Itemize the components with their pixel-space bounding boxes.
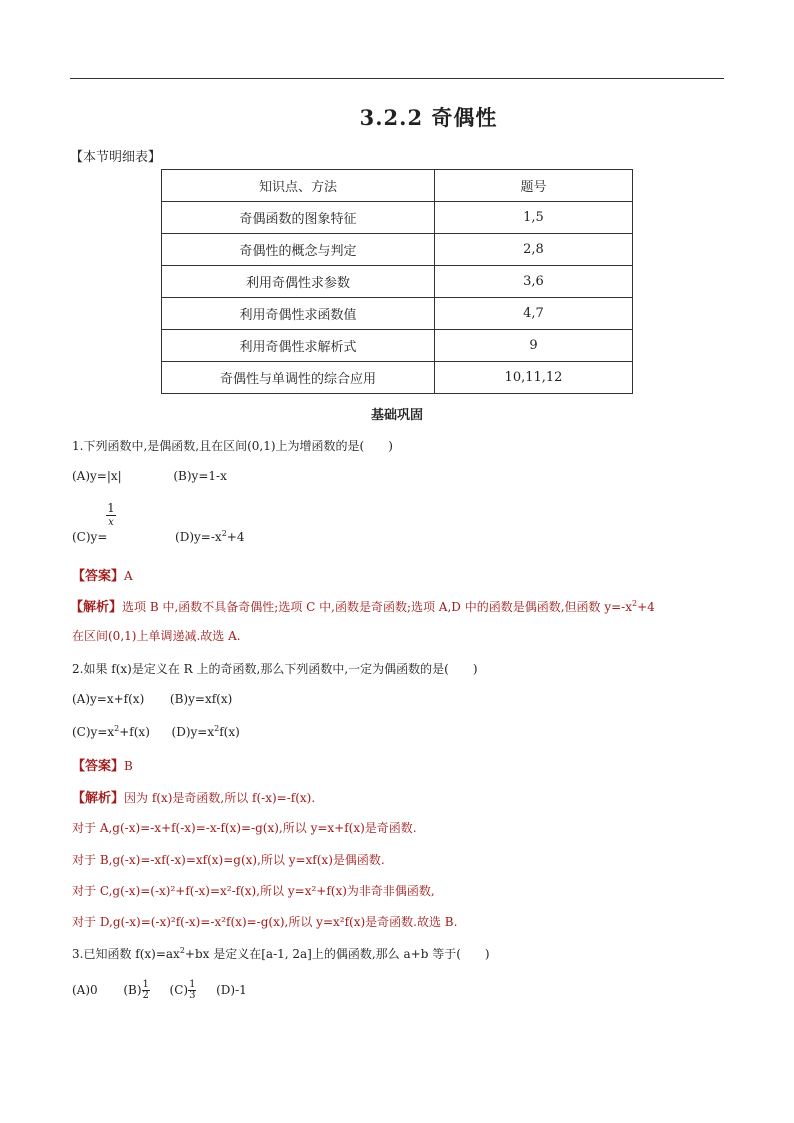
analysis-text: +4 [637, 600, 655, 614]
table-header-cell: 知识点、方法 [162, 170, 435, 202]
q2-analysis-line: 对于 C,g(-x)=(-x)²+f(-x)=x²-f(x),所以 y=x²+f(x)为非奇非偶函数, [72, 884, 435, 898]
fraction-denominator: 2 [142, 990, 149, 1001]
q3-option-b-label: (B) [123, 983, 142, 997]
table-cell: 利用奇偶性求参数 [162, 266, 435, 298]
table-cell: 1,5 [435, 202, 633, 234]
q3-option-d: (D)-1 [216, 983, 247, 997]
q1-answer [72, 565, 133, 584]
table-cell: 利用奇偶性求解析式 [162, 330, 435, 362]
exponent: 2 [632, 599, 638, 608]
q1-stem: 1.下列函数中,是偶函数,且在区间(0,1)上为增函数的是( ) [72, 439, 393, 453]
table-cell: 3,6 [435, 266, 633, 298]
q2-stem: 2.如果 f(x)是定义在 R 上的奇函数,那么下列函数中,一定为偶函数的是( ) [72, 662, 478, 676]
q2-option-a: (A)y=x+f(x) [72, 692, 145, 706]
q2-option-d [172, 725, 240, 739]
fraction-numerator: 1 [142, 979, 149, 990]
fraction-numerator: 1 [189, 979, 196, 990]
q3-option-c [169, 979, 197, 1001]
answer-tag: 【答案】 [72, 569, 125, 584]
table-header-cell: 题号 [435, 170, 633, 202]
answer-tag: 【答案】 [72, 759, 125, 774]
q1-option-b: (B)y=1-x [173, 469, 227, 483]
q1-option-d-text: (D)y=-x [175, 530, 222, 544]
exponent: 2 [221, 529, 227, 538]
table-cell: 奇偶函数的图象特征 [162, 202, 435, 234]
exponent: 2 [179, 946, 185, 955]
q3-option-a: (A)0 [72, 983, 98, 997]
table-cell: 利用奇偶性求函数值 [162, 298, 435, 330]
table-row [162, 330, 633, 362]
table-header-row [162, 170, 633, 202]
table-row [162, 202, 633, 234]
analysis-tag: 【解析】 [70, 600, 123, 615]
q2-analysis-line [72, 787, 315, 806]
fraction [188, 980, 196, 1001]
q2-option-c-text: (C)y=x [72, 725, 115, 739]
q1-options-cd [72, 529, 244, 544]
q2-option-b: (B)y=xf(x) [169, 692, 233, 706]
detail-table [161, 169, 633, 394]
q1-option-c: (C)y= [72, 530, 108, 544]
q2-analysis-line: 对于 A,g(-x)=-x+f(-x)=-x-f(x)=-g(x),所以 y=x+f(x)是奇函数. [72, 821, 417, 835]
table-row [162, 362, 633, 394]
table-row [162, 266, 633, 298]
table-cell: 9 [435, 330, 633, 362]
q1-analysis-line [70, 596, 655, 615]
q2-options-cd [72, 724, 240, 739]
q1-options-ab [72, 469, 227, 483]
table-cell: 10,11,12 [435, 362, 633, 394]
analysis-tag: 【解析】 [72, 791, 125, 806]
q3-stem-text: +bx 是定义在[a-1, 2a]上的偶函数,那么 a+b 等于( ) [184, 947, 490, 961]
table-cell: 奇偶性与单调性的综合应用 [162, 362, 435, 394]
fraction [142, 980, 150, 1001]
header-rule [70, 78, 724, 79]
subtitle: 基础巩固 [370, 408, 423, 423]
page-title: 3.2.2 奇偶性 [359, 105, 498, 130]
q2-option-d-suffix: f(x) [219, 725, 240, 739]
q2-analysis-line: 对于 B,g(-x)=-xf(-x)=xf(x)=g(x),所以 y=xf(x)是偶函数. [72, 853, 385, 867]
q3-option-b [123, 979, 150, 1001]
q1-analysis-line: 在区间(0,1)上单调递减.故选 A. [72, 629, 241, 643]
q2-options-ab [72, 692, 232, 706]
answer-value: A [124, 569, 133, 583]
table-row [162, 298, 633, 330]
q2-answer [72, 755, 133, 774]
fraction-numerator: 1 [107, 501, 115, 515]
q1-option-d [175, 530, 244, 544]
q3-stem-text: 3.已知函数 f(x)=ax [72, 947, 180, 961]
q2-option-c-suffix: +f(x) [119, 725, 150, 739]
section-label: 【本节明细表】 [70, 150, 162, 165]
exponent: 2 [214, 724, 220, 733]
table-cell: 2,8 [435, 234, 633, 266]
q2-option-c [72, 725, 150, 739]
fraction-denominator: x [108, 517, 114, 528]
analysis-text: 因为 f(x)是奇函数,所以 f(-x)=-f(x). [124, 791, 316, 805]
q1-option-d-suffix: +4 [226, 530, 245, 544]
q2-analysis-line: 对于 D,g(-x)=(-x)²f(-x)=-x²f(x)=-g(x),所以 y=x²f(x)是奇函数.故选 B. [72, 915, 458, 929]
table-row [162, 234, 633, 266]
table-cell: 4,7 [435, 298, 633, 330]
q2-option-d-text: (D)y=x [171, 725, 215, 739]
q3-stem [72, 945, 490, 962]
table-cell: 奇偶性的概念与判定 [162, 234, 435, 266]
exponent: 2 [114, 724, 120, 733]
q1-option-a: (A)y=|x| [72, 469, 122, 483]
answer-value: B [124, 759, 133, 773]
analysis-text: 选项 B 中,函数不具备奇偶性;选项 C 中,函数是奇函数;选项 A,D 中的函数是偶函数,但函数 y=-x [122, 600, 633, 614]
q3-options [72, 980, 247, 1001]
fraction-denominator: 3 [189, 990, 196, 1001]
q3-option-c-label: (C) [169, 983, 189, 997]
q1-option-c-fraction [106, 501, 116, 530]
